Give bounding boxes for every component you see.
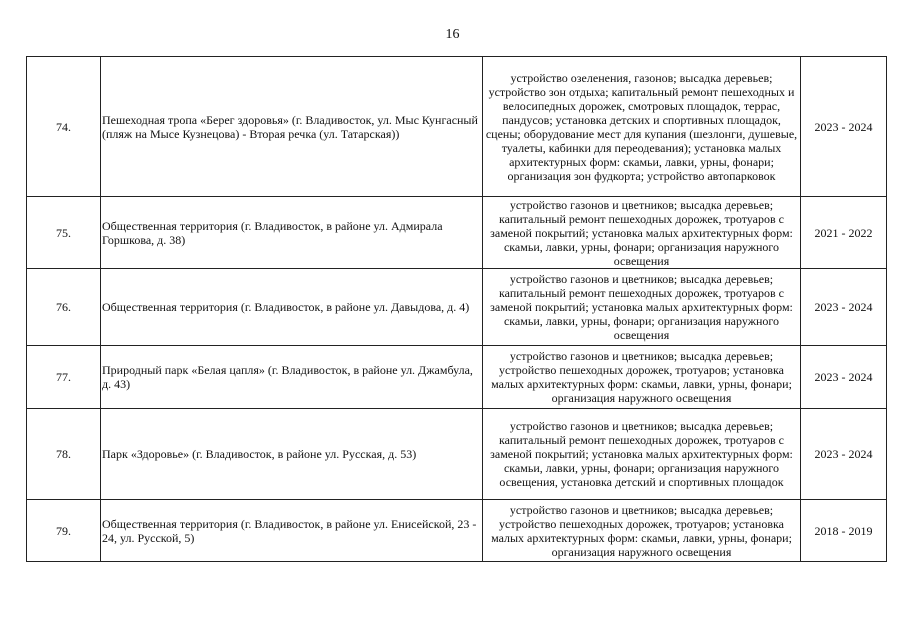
works-description: устройство озеленения, газонов; высадка деревьев; устройство зон отдыха; капитальный ремонт пешеходных и велосипедных дорожек, смотровых площадок, террас, пандусов; установка детских и спортивных площадок, сцены; оборудование мест для купания (шезлонги, душевые, туалеты, кабинки для переодевания); установка малых архитектурных форм: скамьи, лавки, урны, фонари; организация зон фудкорта; устройство автопарковок <box>483 57 801 197</box>
territory-name: Общественная территория (г. Владивосток, в районе ул. Давыдова, д. 4) <box>101 269 483 346</box>
row-number: 77. <box>27 346 101 409</box>
table-row <box>27 197 887 269</box>
table-row <box>27 57 887 197</box>
row-number: 79. <box>27 500 101 562</box>
table-row <box>27 409 887 500</box>
territory-name: Парк «Здоровье» (г. Владивосток, в районе ул. Русская, д. 53) <box>101 409 483 500</box>
row-number: 76. <box>27 269 101 346</box>
territory-name: Общественная территория (г. Владивосток, в районе ул. Енисейской, 23 - 24, ул. Русской, 5) <box>101 500 483 562</box>
territory-name: Пешеходная тропа «Берег здоровья» (г. Владивосток, ул. Мыс Кунгасный (пляж на Мысе Кузнецова) - Вторая речка (ул. Татарская)) <box>101 57 483 197</box>
works-description: устройство газонов и цветников; высадка деревьев; капитальный ремонт пешеходных дорожек, тротуаров с заменой покрытий; установка малых архитектурных форм: скамьи, лавки, урны, фонари; организация наружного освещения, установка детский и спортивных площадок <box>483 409 801 500</box>
row-number: 74. <box>27 57 101 197</box>
works-description: устройство газонов и цветников; высадка деревьев; устройство пешеходных дорожек, тротуаров; установка малых архитектурных форм: скамьи, лавки, урны, фонари; организация наружного освещения <box>483 346 801 409</box>
territory-name: Общественная территория (г. Владивосток, в районе ул. Адмирала Горшкова, д. 38) <box>101 197 483 269</box>
implementation-years: 2018 - 2019 <box>801 500 887 562</box>
works-description: устройство газонов и цветников; высадка деревьев; капитальный ремонт пешеходных дорожек, тротуаров с заменой покрытий; установка малых архитектурных форм: скамьи, лавки, урны, фонари; организация наружного освещения <box>483 197 801 269</box>
territories-table <box>26 56 887 562</box>
works-description: устройство газонов и цветников; высадка деревьев; устройство пешеходных дорожек, тротуаров; установка малых архитектурных форм: скамьи, лавки, урны, фонари; организация наружного освещения <box>483 500 801 562</box>
implementation-years: 2023 - 2024 <box>801 269 887 346</box>
table-row <box>27 346 887 409</box>
table-row <box>27 500 887 562</box>
row-number: 75. <box>27 197 101 269</box>
implementation-years: 2021 - 2022 <box>801 197 887 269</box>
implementation-years: 2023 - 2024 <box>801 409 887 500</box>
row-number: 78. <box>27 409 101 500</box>
implementation-years: 2023 - 2024 <box>801 57 887 197</box>
implementation-years: 2023 - 2024 <box>801 346 887 409</box>
territory-name: Природный парк «Белая цапля» (г. Владивосток, в районе ул. Джамбула, д. 43) <box>101 346 483 409</box>
page-number: 16 <box>445 27 460 42</box>
table-row <box>27 269 887 346</box>
works-description: устройство газонов и цветников; высадка деревьев; капитальный ремонт пешеходных дорожек, тротуаров с заменой покрытий; установка малых архитектурных форм: скамьи, лавки, урны, фонари; организация наружного освещения <box>483 269 801 346</box>
